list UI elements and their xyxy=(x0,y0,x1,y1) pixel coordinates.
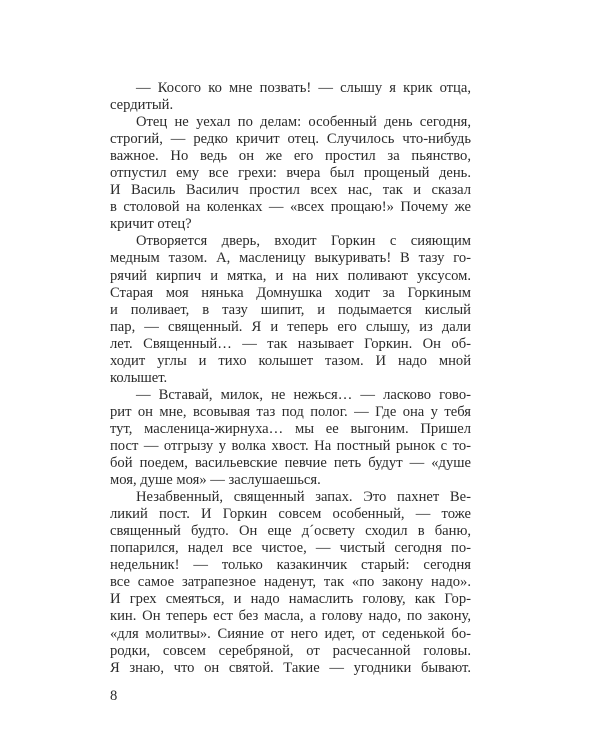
text-line: недельник! — только казакинчик старый: сегодня xyxy=(110,557,471,574)
text-line: медным тазом. А, масленицу выкуривать! В тазу го- xyxy=(110,250,471,267)
text-line: «для молитвы». Сияние от него идет, от седенькой бо- xyxy=(110,625,471,642)
text-line: родки, совсем серебряной, от расчесанной головы. xyxy=(110,642,471,659)
text-line: рячий кирпич и мятка, и на них поливают уксусом. xyxy=(110,267,471,284)
text-line: в столовой на коленках — «всех прощаю!» Почему же xyxy=(110,199,471,216)
text-line: Отец не уехал по делам: особенный день сегодня, xyxy=(136,114,471,131)
text-line: отпустил ему все грехи: вчера был прощеный день. xyxy=(110,165,471,182)
text-line: пост — отгрызу у волка хвост. На постный рынок с то- xyxy=(110,437,471,454)
text-line: Отворяется дверь, входит Горкин с сияющим xyxy=(136,233,471,250)
text-line: строгий, — редко кричит отец. Случилось что-нибудь xyxy=(110,131,471,148)
text-line: и поливает, в тазу шипит, и подымается кислый xyxy=(110,301,471,318)
text-line: кричит отец? xyxy=(110,216,192,233)
paragraph xyxy=(110,489,471,677)
paragraph xyxy=(110,387,471,489)
text-line: священный будто. Он еще д´освету сходил в баню, xyxy=(110,523,471,540)
text-line: бой поедем, васильевские певчие петь будут — «душе xyxy=(110,455,471,472)
text-line: Старая моя нянька Домнушка ходит за Горкиным xyxy=(110,284,471,301)
text-line: сердитый. xyxy=(110,97,174,114)
text-line: лет. Священный… — так называет Горкин. Он об- xyxy=(110,335,471,352)
text-line: рит он мне, всовывая таз под полог. — Где она у тебя xyxy=(110,403,471,420)
text-line: — Косого ко мне позвать! — слышу я крик отца, xyxy=(136,80,471,96)
text-line: ходит углы и тихо колышет тазом. И надо мной xyxy=(110,352,471,369)
page-number: 8 xyxy=(110,688,118,704)
text-line: ликий пост. И Горкин совсем особенный, — тоже xyxy=(110,506,471,523)
paragraph xyxy=(110,80,471,114)
text-line: все самое затрапезное наденут, так «по закону надо». xyxy=(110,574,471,591)
text-line: Незабвенный, священный запах. Это пахнет Ве- xyxy=(136,489,471,506)
text-line: колышет. xyxy=(110,369,168,386)
text-line: И Василь Василич простил всех нас, так и сказал xyxy=(110,182,471,199)
body-text xyxy=(110,80,471,677)
text-line: тут, масленица-жирнуха… мы ее выгоним. Пришел xyxy=(110,420,471,437)
text-line: попарился, надел все чистое, — чистый сегодня по- xyxy=(110,540,471,557)
text-line: важное. Но ведь он же его простил за пьянство, xyxy=(110,148,471,165)
text-line: моя, душе моя» — заслушаешься. xyxy=(110,472,321,489)
text-line: пар, — священный. Я и теперь его слышу, из дали xyxy=(110,318,471,335)
text-line: — Вставай, милок, не нежься… — ласково гово- xyxy=(136,386,471,403)
text-line: Я знаю, что он святой. Такие — угодники бывают. xyxy=(110,659,471,676)
text-line: И грех смеяться, и надо намаслить голову, как Гор- xyxy=(110,591,471,608)
text-line: кин. Он теперь ест без масла, а голову надо, по закону, xyxy=(110,608,471,625)
paragraph xyxy=(110,233,471,386)
paragraph xyxy=(110,114,471,233)
